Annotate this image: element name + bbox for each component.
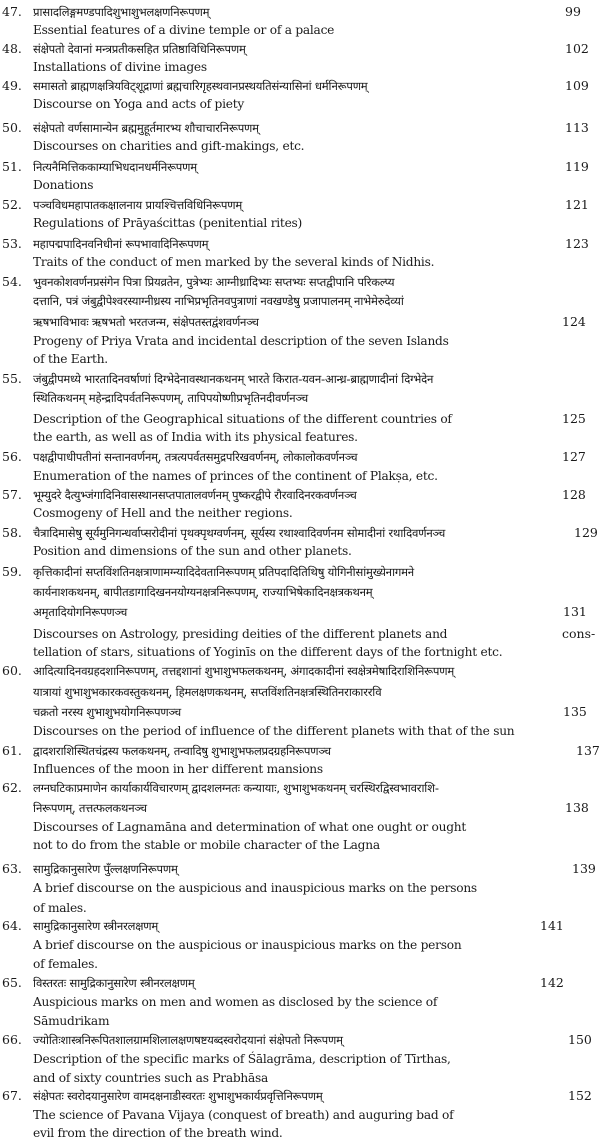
sanskrit-title: संक्षेपतः स्वरोदयानुसारेण वामदक्षनाडीस्वरतः शुभाशुभकार्यप्रवृत्तिनिरूपणम् <box>33 1089 323 1103</box>
sanskrit-title: जंबुद्वीपमध्ये भारतादिनवर्षाणां दिग्भेदेनावस्थानकथनम् भारते किरात-यवन-आन्ध्र-ब्राह्मणादीनां दिग्भेदेन <box>33 372 434 386</box>
sanskrit-title: चैत्रादिमासेषु सूर्यमुनिगन्धर्वाप्सरोदीनां पृथक्पृथग्वर्णनम्, सूर्यस्य रथाश्वादिवर्णनम सोमादीनां रथादिवर्णनञ्च <box>33 526 446 540</box>
page-number: 129 <box>574 525 598 540</box>
english-description: Discourses on the period of influence of the different planets with that of the sun <box>33 724 515 738</box>
page-number: 128 <box>562 487 586 502</box>
page-number: 131 <box>563 604 587 619</box>
sanskrit-title: समासतो ब्राह्मणक्षत्रियविट्शूद्राणां ब्रह्मचारिगृहस्थवानप्रस्थयतिसंन्यासिनां धर्मनिरूपणम् <box>33 79 368 93</box>
entry-number: 47. <box>2 4 22 19</box>
entry-number: 64. <box>2 918 22 933</box>
english-description: Discourses of Lagnamāna and determination of what one ought or ought <box>33 820 467 834</box>
english-description: Cosmogeny of Hell and the neither regions. <box>33 506 293 520</box>
english-description: Progeny of Priya Vrata and incidental description of the seven Islands <box>33 334 449 348</box>
english-description: The science of Pavana Vijaya (conquest of breath) and auguring bad of <box>33 1108 454 1122</box>
sanskrit-title: ज्योतिःशास्त्रनिरूपितशालग्रामशिलालक्षणषष्टयब्दस्वरोदयानां संक्षेपतो निरूपणम् <box>33 1033 343 1047</box>
page-number: 124 <box>562 314 586 329</box>
sanskrit-title: दत्तानि, पत्रं जंबुद्वीपेश्वरस्याग्नीध्रस्य नाभिप्रभृतिनवपुत्राणां नवखण्डेषु प्रजापालनम् नाभेमेरुदेव्यां <box>33 294 404 308</box>
english-description: and of sixty countries such as Prabhāsa <box>33 1071 269 1085</box>
sanskrit-title: संक्षेपतो वर्णसामान्येन ब्रह्ममुहूर्तमारभ्य शौचाचारनिरूपणम् <box>33 121 259 135</box>
english-description: Discourse on Yoga and acts of piety <box>33 97 245 111</box>
entry-number: 61. <box>2 743 22 758</box>
english-description: Regulations of Prāyaścittas (penitential rites) <box>33 216 303 230</box>
page-number: 125 <box>562 411 586 426</box>
sanskrit-title: ऋषभाविभावः ऋषभतो भरतजन्म, संक्षेपतस्तद्वंशवर्णनञ्च <box>33 315 259 329</box>
english-description: Auspicious marks on men and women as disclosed by the science of <box>33 995 438 1009</box>
entry-number: 57. <box>2 487 22 502</box>
sanskrit-title: अमृतादियोगनिरूपणञ्च <box>33 605 128 619</box>
english-description: tellation of stars, situations of Yoginīs on the different days of the fortnight etc. <box>33 645 503 659</box>
page-number: 150 <box>568 1032 592 1047</box>
page-number: 135 <box>563 704 587 719</box>
entry-number: 67. <box>2 1088 22 1103</box>
entry-number: 66. <box>2 1032 22 1047</box>
sanskrit-title: संक्षेपतो देवानां मन्त्रप्रतीकसहित प्रतिष्ठाविधिनिरूपणम् <box>33 42 246 56</box>
english-description: Description of the Geographical situations of the different countries of <box>33 412 452 426</box>
english-description: evil from the direction of the breath wind. <box>33 1126 283 1140</box>
english-description: A brief discourse on the auspicious or inauspicious marks on the person <box>33 938 462 952</box>
sanskrit-title: पक्षद्वीपाधीपतीनां सन्तानवर्णनम्, तत्रत्यपर्वतसमुद्रपरिखवर्णनम्, लोकालोकवर्णनञ्च <box>33 450 358 464</box>
english-description: of males. <box>33 901 87 915</box>
entry-number: 56. <box>2 449 22 464</box>
english-description: the earth, as well as of India with its physical features. <box>33 430 358 444</box>
entry-number: 60. <box>2 663 22 678</box>
page-number: 152 <box>568 1088 592 1103</box>
entry-number: 50. <box>2 120 22 135</box>
page-number: 142 <box>540 975 564 990</box>
entry-number: 51. <box>2 159 22 174</box>
english-description: Enumeration of the names of princes of the continent of Plakṣa, etc. <box>33 469 438 483</box>
sanskrit-title: सामुद्रिकानुसारेण पुँल्लक्षणनिरूपणम् <box>33 862 178 876</box>
page-number: 119 <box>565 159 589 174</box>
english-description: Discourses on charities and gift-makings, etc. <box>33 139 305 153</box>
sanskrit-title: चक्रतो नरस्य शुभाशुभयोगनिरूपणञ्च <box>33 705 181 719</box>
entry-number: 55. <box>2 371 22 386</box>
english-description: of the Earth. <box>33 352 108 366</box>
sanskrit-title: भूम्युदरे दैत्युभ्जंगादिनिवासस्थानसप्तपातालवर्णनम् पुष्करद्वीपे रौरवादिनरकवर्णनञ्च <box>33 488 357 502</box>
page-number: 102 <box>565 41 589 56</box>
entry-number: 48. <box>2 41 22 56</box>
english-description: Traits of the conduct of men marked by the several kinds of Nidhis. <box>33 255 435 269</box>
entry-number: 53. <box>2 236 22 251</box>
entry-number: 49. <box>2 78 22 93</box>
english-description: Sāmudrikam <box>33 1014 110 1028</box>
sanskrit-title: स्थितिकथनम् महेन्द्रादिपर्वतनिरूपणम्, तापिपयोष्णीप्रभृतिनदीवर्णनञ्च <box>33 391 308 405</box>
entry-number: 63. <box>2 861 22 876</box>
entry-number: 65. <box>2 975 22 990</box>
page-number: 141 <box>540 918 564 933</box>
sanskrit-title: प्रासादलिङ्गमण्डपादिशुभाशुभलक्षणनिरूपणम् <box>33 5 210 19</box>
english-description: Description of the specific marks of Śālagrāma, description of Tīrthas, <box>33 1052 451 1066</box>
sanskrit-title: द्वादशराशिस्थितचंद्रस्य फलकथनम्, तन्वादिषु शुभाशुभफलप्रदग्रहनिरूपणञ्च <box>33 744 331 758</box>
page-number: 139 <box>572 861 596 876</box>
sanskrit-title: महापद्मपादिनवनिधीनां रूपभावादिनिरूपणम् <box>33 237 209 251</box>
entry-number: 52. <box>2 197 22 212</box>
sanskrit-title: नित्यनैमित्तिककाम्याभिधदानधर्मनिरूपणम् <box>33 160 197 174</box>
sanskrit-title: आदित्यादिनवग्रहदशानिरूपणम्, तत्तद्दशानां शुभाशुभफलकथनम्, अंगादकादीनां स्वक्षेत्रमेषादिराशिनिरूपणम् <box>33 664 454 678</box>
entry-number: 58. <box>2 525 22 540</box>
english-description: Donations <box>33 178 94 192</box>
sanskrit-title: निरूपणम्, तत्तत्फलकथनञ्च <box>33 801 147 815</box>
sanskrit-title: कार्यनाशकथनम्, बापीतडागादिखननयोग्यनक्षत्रनिरूपणम्, राज्याभिषेकादिनक्षत्रकथनम् <box>33 585 373 599</box>
entry-number: 62. <box>2 780 22 795</box>
page-number: 109 <box>565 78 589 93</box>
english-description: Essential features of a divine temple or of a palace <box>33 23 335 37</box>
entry-number: 54. <box>2 274 22 289</box>
english-description: not to do from the stable or mobile character of the Lagna <box>33 838 380 852</box>
entry-number: 59. <box>2 564 22 579</box>
english-description: Discourses on Astrology, presiding deities of the different planets and <box>33 627 448 641</box>
sanskrit-title: सामुद्रिकानुसारेण स्त्रीनरलक्षणम् <box>33 919 159 933</box>
english-description: A brief discourse on the auspicious and inauspicious marks on the persons <box>33 881 477 895</box>
page-number: 121 <box>565 197 589 212</box>
english-description: Influences of the moon in her different mansions <box>33 762 323 776</box>
page-number: 123 <box>565 236 589 251</box>
english-description: Position and dimensions of the sun and other planets. <box>33 544 352 558</box>
page-number: 137 <box>576 743 600 758</box>
page-number: 113 <box>565 120 589 135</box>
sanskrit-title: पञ्चविधमहापातकक्षालनाय प्रायश्चित्तविधिनिरूपणम् <box>33 198 242 212</box>
sanskrit-title: विस्तरतः सामुद्रिकानुसारेण स्त्रीनरलक्षणम् <box>33 976 195 990</box>
page-number: 99 <box>565 4 581 19</box>
page-number: 127 <box>562 449 586 464</box>
sanskrit-title: यात्रायां शुभाशुभकारकवस्तुकथनम्, हिमलक्षणकथनम्, सप्तविंशतिनक्षत्रस्थितिनराकाररवि <box>33 685 382 699</box>
english-description: Installations of divine images <box>33 60 207 74</box>
page-number: 138 <box>565 800 589 815</box>
sanskrit-title: भुवनकोशवर्णनप्रसंगेन पित्रा प्रियव्रतेन, पुत्रेभ्यः आग्नीध्रादिभ्यः सप्तभ्यः सप्तद्वीपानि परिकल्प्य <box>33 275 395 289</box>
sanskrit-title: लग्नघटिकाप्रमाणेन कार्याकार्यविचारणम् द्वादशलग्नतः कन्यायाः, शुभाशुभकथनम् चरस्थिरद्विस्वभावराशि- <box>33 781 439 795</box>
sanskrit-title: कृत्तिकादीनां सप्तविंशतिनक्षत्राणामग्न्यादिदेवतानिरूपणम् प्रतिपदादितिथिषु योगिनीसांमुख्येनागमने <box>33 565 414 579</box>
hyphenated-word-fragment: cons- <box>562 626 596 641</box>
english-description: of females. <box>33 957 98 971</box>
